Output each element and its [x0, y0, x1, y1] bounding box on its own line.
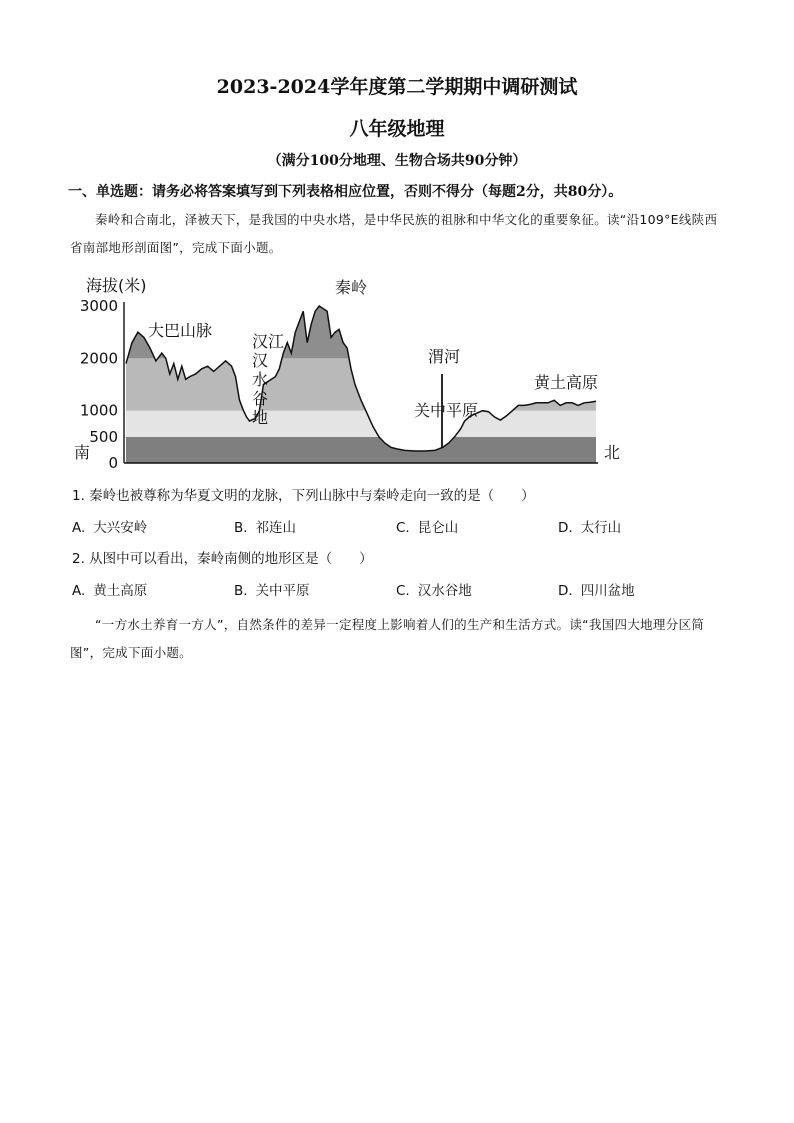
option-key: A.: [72, 583, 86, 599]
elevation-band-500: [124, 411, 598, 437]
question-1-stem: 1. 秦岭也被尊称为华夏文明的龙脉，下列山脉中与秦岭走向一致的是（ ）: [72, 488, 535, 504]
exam-subtitle: 八年级地理: [349, 118, 445, 140]
option-text: 太行山: [580, 520, 622, 536]
label-qinling: 秦岭: [335, 278, 368, 297]
option-text: 祁连山: [255, 520, 297, 536]
label-daba: 大巴山脉: [148, 321, 213, 340]
label-hanjiang: 汉江: [252, 332, 285, 351]
question-2-option-b[interactable]: [234, 579, 310, 599]
option-text: 昆仑山: [417, 520, 459, 536]
north-label: 北: [604, 443, 621, 462]
label-weihe: 渭河: [428, 347, 461, 366]
option-text: 大兴安岭: [93, 520, 148, 536]
section1-intro: 秦岭和合南北，泽被天下，是我国的中央水塔，是中华民族的祖脉和中华文化的重要象征。读“沿109°E线陕西省南部地形剖面图”，完成下面小题。: [70, 212, 718, 255]
y-axis-label: 海拔(米): [86, 276, 147, 295]
option-key: A.: [72, 520, 86, 536]
section-heading: 一、单选题：请务必将答案填写到下列表格相应位置，否则不得分（每题2分，共80分）。: [68, 184, 623, 200]
y-tick-label: 0: [108, 454, 118, 472]
question-1-option-a[interactable]: [72, 516, 147, 536]
label-hanshui-1: 汉: [252, 351, 269, 370]
label-loess: 黄土高原: [534, 373, 599, 392]
label-hanshui-2: 水: [252, 370, 269, 389]
question-1-option-c[interactable]: [396, 516, 458, 536]
option-text: 关中平原: [255, 583, 310, 599]
y-tick-label: 2000: [79, 349, 118, 368]
option-key: C.: [396, 520, 410, 536]
question-1-option-d[interactable]: [558, 516, 621, 536]
option-text: 汉水谷地: [417, 583, 472, 599]
y-tick-label: 1000: [79, 401, 118, 420]
section2-intro: “一方水土养育一方人”，自然条件的差异一定程度上影响着人们的生产和生活方式。读“我国四大地理分区简图”，完成下面小题。: [70, 617, 705, 660]
y-tick-label: 3000: [79, 297, 118, 315]
option-key: C.: [396, 583, 410, 599]
elevation-band-1000: [124, 358, 598, 410]
south-label: 南: [74, 443, 91, 462]
option-key: B.: [234, 583, 248, 599]
question-2-option-d[interactable]: [558, 579, 635, 599]
terrain-profile-chart: [0, 258, 794, 478]
question-2-option-a[interactable]: [72, 579, 147, 599]
question-2-option-c[interactable]: [396, 579, 472, 599]
label-guanzhong: 关中平原: [414, 401, 479, 420]
exam-title: 2023-2024学年度第二学期期中调研测试: [216, 76, 578, 98]
option-text: 黄土高原: [93, 583, 148, 599]
y-tick-label: 500: [89, 427, 118, 446]
option-key: B.: [234, 520, 248, 536]
elevation-band-0: [124, 437, 598, 463]
option-key: D.: [558, 583, 573, 599]
option-key: D.: [558, 520, 573, 536]
option-text: 四川盆地: [580, 583, 635, 599]
question-2-stem: 2. 从图中可以看出，秦岭南侧的地形区是（ ）: [72, 551, 373, 567]
question-1-option-b[interactable]: [234, 516, 296, 536]
label-hanshui-3: 谷: [252, 389, 269, 408]
exam-note: （满分100分地理、生物合场共90分钟）: [267, 153, 527, 169]
label-hanshui-4: 地: [252, 408, 269, 427]
